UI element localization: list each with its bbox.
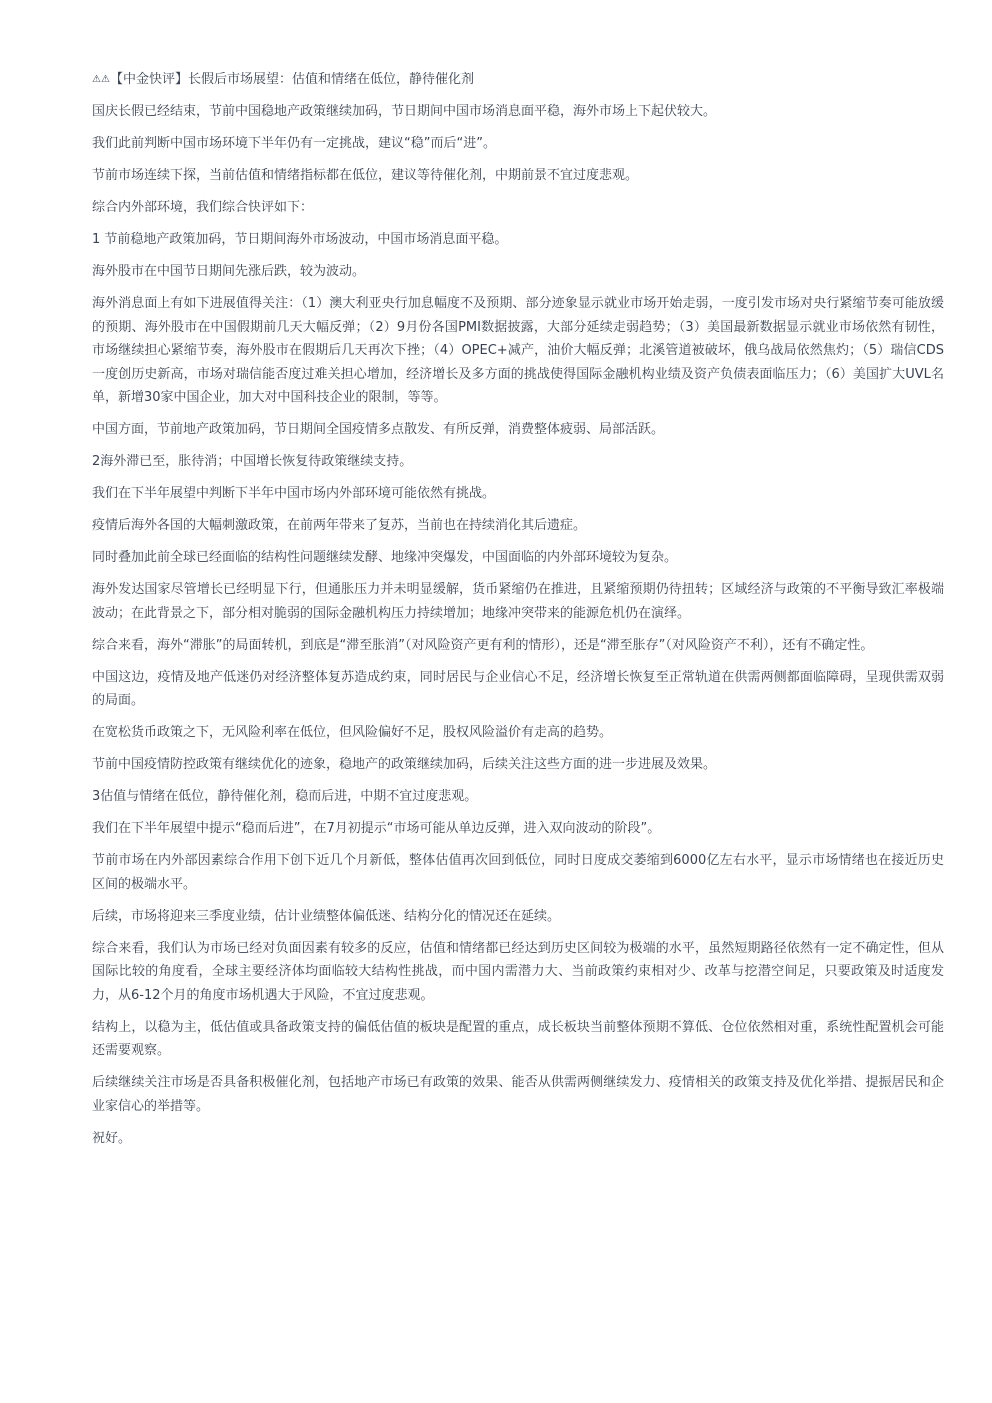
paragraph: 在宽松货币政策之下，无风险利率在低位，但风险偏好不足，股权风险溢价有走高的趋势。 [92,725,613,740]
paragraph: 综合内外部环境，我们综合快评如下： [92,200,314,215]
paragraph: 中国方面，节前地产政策加码，节日期间全国疫情多点散发、有所反弹，消费整体疲弱、局部活跃。 [92,422,665,437]
paragraph: 疫情后海外各国的大幅刺激政策，在前两年带来了复苏，当前也在持续消化其后遗症。 [92,518,587,533]
paragraph: 综合来看，海外“滞胀”的局面转机，到底是“滞至胀消”（对风险资产更有利的情形），还是“滞至胀存”（对风险资产不利），还有不确定性。 [92,637,874,653]
paragraph: 结构上，以稳为主，低估值或具备政策支持的偏低估值的板块是配置的重点，成长板块当前整体预期不算低、仓位依然相对重，系统性配置机会可能还需要观察。 [92,1019,944,1058]
closing-text: 祝好。 [92,1130,132,1146]
section-heading: 3估值与情绪在低位，静待催化剂，稳而后进，中期不宜过度悲观。 [92,789,478,804]
paragraph: 节前中国疫情防控政策有继续优化的迹象，稳地产的政策继续加码，后续关注这些方面的进一步进展及效果。 [92,757,717,772]
paragraph: 国庆长假已经结束，节前中国稳地产政策继续加码，节日期间中国市场消息面平稳，海外市场上下起伏较大。 [92,104,717,119]
document-title [92,68,944,92]
paragraph: 海外股市在中国节日期间先涨后跌，较为波动。 [92,264,366,279]
paragraph: 我们此前判断中国市场环境下半年仍有一定挑战，建议“稳”而后“进”。 [92,136,496,151]
document-title-text: 【中金快评】长假后市场展望：估值和情绪在低位，静待催化剂 [109,72,474,87]
paragraph: 后续，市场将迎来三季度业绩，估计业绩整体偏低迷、结构分化的情况还在延续。 [92,908,561,924]
paragraph: 中国这边，疫情及地产低迷仍对经济整体复苏造成约束，同时居民与企业信心不足，经济增长恢复至正常轨道在供需两侧都面临障碍，呈现供需双弱的局面。 [92,669,944,708]
paragraph: 我们在下半年展望中判断下半年中国市场内外部环境可能依然有挑战。 [92,486,496,501]
paragraph: 节前市场连续下探，当前估值和情绪指标都在低位，建议等待催化剂，中期前景不宜过度悲观。 [92,168,639,183]
paragraph: 同时叠加此前全球已经面临的结构性问题继续发酵、地缘冲突爆发，中国面临的内外部环境较为复杂。 [92,550,678,565]
paragraph: 海外消息面上有如下进展值得关注：（1）澳大利亚央行加息幅度不及预期、部分迹象显示就业市场开始走弱，一度引发市场对央行紧缩节奏可能放缓的预期、海外股市在中国假期前几天大幅反弹；（2）9月份各国PMI数据披露，大部分延续走弱趋势；（3）美国最新数据显示就业市场依然有韧性，市场继续担心紧缩节奏，海外股市在假期后几天再次下挫；（4）OPEC+减产，油价大幅反弹；北溪管道被破坏，俄乌战局依然焦灼；（5）瑞信CDS一度创历史新高，市场对瑞信能否度过难关担心增加，经济增长及多方面的挑战使得国际金融机构业绩及资产负债表面临压力；（6）美国扩大UVL名单，新增30家中国企业，加大对中国科技企业的限制，等等。 [92,296,944,405]
paragraph: 后续继续关注市场是否具备积极催化剂，包括地产市场已有政策的效果、能否从供需两侧继续发力、疫情相关的政策支持及优化举措、提振居民和企业家信心的举措等。 [92,1075,944,1114]
paragraph: 我们在下半年展望中提示“稳而后进”，在7月初提示“市场可能从单边反弹，进入双向波动的阶段”。 [92,821,661,836]
paragraph: 节前市场在内外部因素综合作用下创下近几个月新低，整体估值再次回到低位，同时日度成交萎缩到6000亿左右水平，显示市场情绪也在接近历史区间的极端水平。 [92,853,944,892]
warning-icon: ⚠⚠ [92,74,110,85]
paragraph: 海外发达国家尽管增长已经明显下行，但通胀压力并未明显缓解，货币紧缩仍在推进，且紧缩预期仍待扭转；区域经济与政策的不平衡导致汇率极端波动；在此背景之下，部分相对脆弱的国际金融机构压力持续增加；地缘冲突带来的能源危机仍在演绎。 [92,582,944,621]
document-body [92,68,944,1159]
section-heading: 1 节前稳地产政策加码，节日期间海外市场波动，中国市场消息面平稳。 [92,232,508,247]
section-heading: 2海外滞已至，胀待消；中国增长恢复待政策继续支持。 [92,454,413,469]
paragraph: 综合来看，我们认为市场已经对负面因素有较多的反应，估值和情绪都已经达到历史区间较为极端的水平，虽然短期路径依然有一定不确定性，但从国际比较的角度看，全球主要经济体均面临较大结构性挑战，而中国内需潜力大、当前政策约束相对少、改革与挖潜空间足，只要政策及时适度发力，从6-12个月的角度市场机遇大于风险，不宜过度悲观。 [92,940,944,1003]
